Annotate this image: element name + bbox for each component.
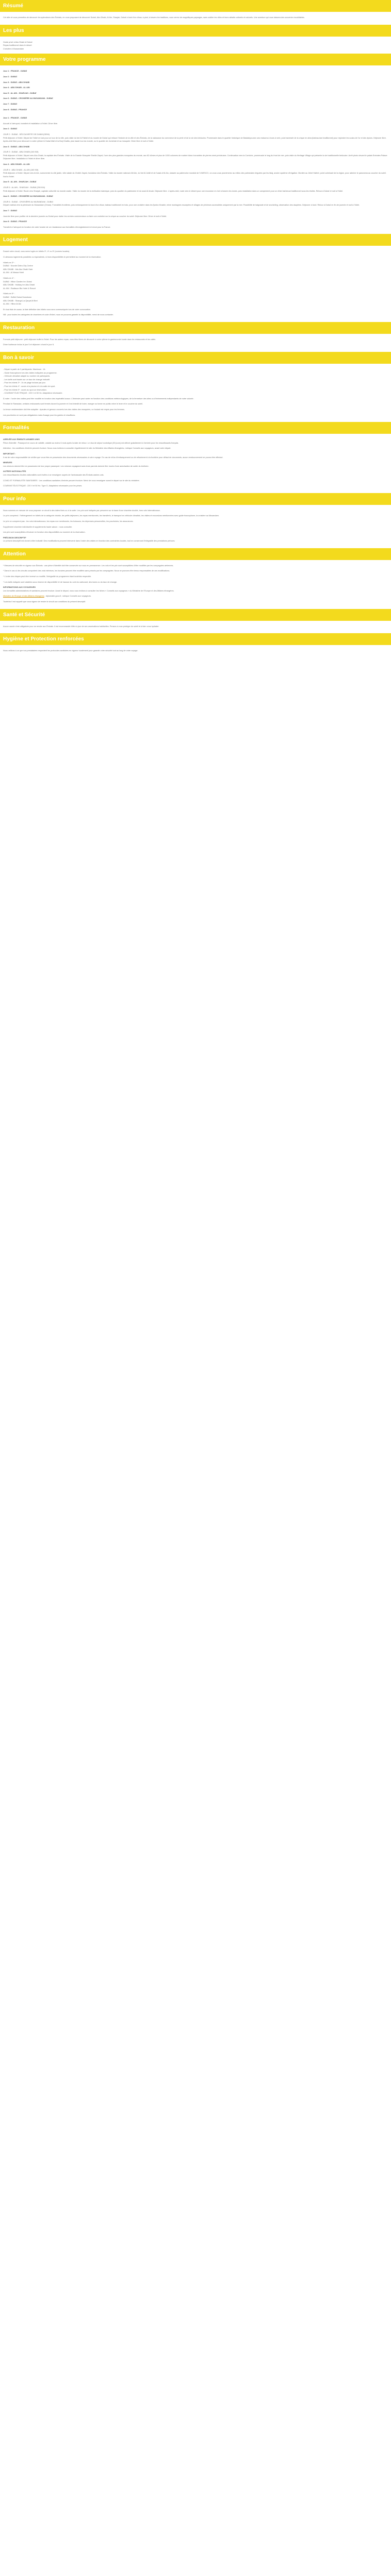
day-title: Jour 5 : AL AIN - SHARJAH - DUBAÏ	[3, 181, 37, 183]
resume-text: Cet aller et vous permettra de découvrir les splendeurs des Émirats, en vous proposant de découvrir Dubaï, Abu Dhabi, Al Ain, Sharjah, Dubaï à bord d'un dhow, à pied, à travers les traditions, vous verrez de magnifiques paysages, sans oublier les villes et leurs attraits culturels et naturels. Une aventure qui vous laissera des souvenirs inoubliables.	[3, 16, 305, 19]
other-nationalities-text: Les ressortissants d'autres nationalités sont invités à se renseigner auprès de l'ambassade des Émirats arabes unis.	[3, 473, 104, 476]
day-list-item: Jour 6 : DUBAÏ - CROISIÈRE AU MUSANDAM - DUBAÏ	[3, 97, 53, 100]
info-paragraph: Les pourboires ne sont pas obligatoires mais d'usage pour les guides et chauffeurs.	[3, 414, 76, 416]
day-title: Jour 6 : DUBAÏ - CROISIÈRE AU MUSANDAM - DUBAÏ	[3, 195, 53, 198]
attention-paragraph: * Dans le cas où les circuits comportent des vols intérieurs, les horaires peuvent être modifiés sans préavis par les compagnies. Nous ne pouvons être tenus responsables de ces modifications.	[3, 570, 170, 572]
day-subtitle: JOUR 4 : ABU DHABI - AL AIN (160 KM)	[3, 168, 39, 171]
logement-intro: Durant votre circuit, vous serez logés en hôtels 3*, 4* ou 5* (normes locales).	[3, 250, 70, 253]
restauration-section	[0, 334, 391, 352]
covid-text: COVID ET FORMALITÉS SANITAIRES : Les conditions sanitaires d'entrée peuvent évoluer. Merci de vous renseigner avant le départ sur le site du ministère.	[3, 479, 140, 482]
prix-line: Supplément chambre individuelle et suppléments haute saison : nous consulter.	[3, 526, 73, 528]
important-title: IMPORTANT :	[3, 452, 16, 455]
hygiene-section	[0, 645, 391, 658]
minors-text: Les mineurs doivent être en possession de leur propre passeport. Les mineurs voyageant sans leurs parents doivent être munis d'une autorisation de sortie du territoire.	[3, 465, 149, 467]
formalites-section	[0, 434, 391, 493]
info-item: - Pour les hôtels 4* : accès à la piscine et à la salle de sport.	[3, 385, 56, 388]
day-list-item: Jour 1 : FRANCE - DUBAÏ	[3, 70, 27, 73]
logement-note2: En tout état de cause, la liste définitive des hôtels vous sera communiquée lors de votre convocation.	[3, 308, 91, 311]
prix-text: Nous sommes en mesure de vous proposer ce circuit à des dates fixes ou à la carte. Les prix sont indiqués par personne sur la base d'une chambre double, hors vols internationaux.	[3, 509, 160, 512]
restauration-text: Formule petit déjeuner : petit déjeuner buffet à l'hôtel. Pour les autres repas, vous êtes libres de découvrir à votre rythme la gastronomie locale dans les restaurants et les cafés.	[3, 338, 156, 341]
info-item: - Pour les hôtels 3* : 1h de plage incluse par jour.	[3, 382, 46, 384]
day-list-item: Jour 5 : AL AIN - SHARJAH - DUBAÏ	[3, 92, 37, 94]
hotel-category-label: Hôtels en 3* :	[3, 261, 15, 264]
section-header-prix: Pour info	[0, 493, 391, 505]
plus-item: Croisière à Mussandam	[3, 47, 24, 50]
formalites-subtitle: AUTRES NATIONALITÉS	[3, 470, 26, 473]
day-subtitle: JOUR 5 : AL AIN - SHARJAH - DUBAÏ (250 KM)	[3, 187, 45, 189]
precision-text: Le présent descriptif est donné à titre indicatif. Des modifications peuvent intervenir dans l'ordre des visites en fonction des contraintes locales, tout en conservant l'intégralité des prestations prévues.	[3, 540, 175, 543]
info-item: - Guide francophone lors des visites indiquées au programme.	[3, 371, 57, 374]
hotel-category-label: Hôtels en 4* :	[3, 277, 15, 279]
bon-a-savoir-section	[0, 364, 391, 422]
prix-line: Les prix sont susceptibles d'évoluer en fonction des disponibilités au moment de la réservation.	[3, 531, 86, 534]
programme-section	[0, 65, 391, 234]
section-header-sante: Santé et Sécurité	[0, 609, 391, 621]
logement-note3: NB : pour toutes les catégories de chambres et code d'hôtel, nous ne pouvons garantir la disponibilité, merci de nous contacter.	[3, 314, 113, 316]
info-paragraph: Pendant le Ramadan, certains restaurants sont fermés durant la journée et il est interdit de boire, manger ou fumer en public entre le lever et le coucher du soleil.	[3, 403, 143, 405]
important-text: Il est de votre responsabilité de vérifier que vous êtes en possession des documents nécessaires à votre voyage. En cas de refus d'embarquement ou de refoulement à la frontière pour défaut de documents, aucun remboursement ne pourra être effectué.	[3, 456, 223, 459]
formalites-text: Attention : les conditions d'entrée peuvent évoluer. Nous vous invitons à consulter régulièrement le site du Ministère des Affaires étrangères, rubrique Conseils aux voyageurs, avant votre départ.	[3, 447, 171, 450]
sante-text: Aucun vaccin n'est obligatoire pour se rendre aux Émirats. Il est recommandé d'être à jour de ses vaccinations habituelles. Pensez à vous protéger du soleil et à bien vous hydrater.	[3, 625, 159, 628]
prix-line: Le prix comprend : l'hébergement en hôtels de la catégorie choisie, les petits déjeuners, les repas mentionnés, les transferts, le transport en véhicule climatisé, les visites et excursions mentionnées avec guide francophone, la croisière au Musandam.	[3, 515, 219, 517]
hotel-line: AL AIN : Radisson Blu Hotel & Resort	[3, 287, 36, 290]
day-list-item: Jour 2 : DUBAÏ	[3, 75, 17, 78]
day-text: Petit déjeuner à l'hôtel. Départ vers Al Ain, surnommée la cité jardin, ville natale du Cheikh Zayed, fondateur des Émirats. Visite du musée national d'Al Ain, du fort Al Jahili et de l'oasis d'Al Ain, classée au patrimoine mondial de l'UNESCO, où vous vous promènerez au milieu des palmeraies irriguées par les falaj, ancien système d'irrigation. Montée au Jebel Hafeet, point culminant de la région, pour admirer le panorama au coucher du soleil. Nuit à l'hôtel.	[3, 172, 386, 178]
plus-item: Guide privé à Abu Dhabi et Dubaï	[3, 41, 32, 43]
ministry-link[interactable]: Ministère de l'Europe et des Affaires étrangères	[3, 595, 44, 598]
attention-section	[0, 560, 391, 609]
formalites-subtitle: MINEURS	[3, 462, 12, 464]
hotel-line: DUBAÏ : Hilton Garden Inn Dubai	[3, 280, 32, 283]
day-list-item: Jour 4 : ABU DHABI - AL AIN	[3, 87, 30, 89]
day-text: Départ matinal vers la péninsule du Musandam (Oman). Formalités frontières, puis embarquement à bord d'un dhow, bateau traditionnel en bois, pour une croisière dans les fjords d'Arabie, entre montagnes escarpées et villages de pêcheurs accessibles uniquement par la mer. Possibilité de baignade et de snorkeling, observation des dauphins. Déjeuner à bord. Retour à Dubaï en fin de journée et nuit à l'hôtel.	[3, 204, 360, 207]
info-paragraph: À noter : l'ordre des visites peut être modifié en fonction des impératifs locaux. L'itinéraire peut varier en fonction des conditions météorologiques, de la fermeture des sites ou d'événements indépendants de notre volonté.	[3, 397, 194, 400]
day-subtitle: JOUR 3 : DUBAÏ - ABU DHABI (160 KM)	[3, 151, 39, 154]
restauration-extra: Dîner barbecue inclus le jour 5 et déjeuner à bord le jour 6.	[3, 344, 54, 346]
day-title: Jour 1 : FRANCE - DUBAÏ	[3, 117, 27, 120]
plus-section	[0, 37, 391, 54]
info-item: - Départ à partir de 2 participants. Maximum : 14.	[3, 368, 46, 371]
plus-item: Repas traditionnel dans le désert	[3, 44, 32, 47]
hotel-line: ABU DHABI : Shangri-La Qaryat Al Beri	[3, 299, 38, 302]
section-header-logement: Logement	[0, 234, 391, 246]
closing-text: COURANT ÉLECTRIQUE : 220 V et 50 Hz. Type G. Adaptateur nécessaire pour les prises.	[3, 485, 83, 487]
day-subtitle: JOUR 6 : DUBAÏ - CROISIÈRE AU MUSANDAM - DUBAÏ	[3, 200, 53, 203]
info-voyageurs-text: Les formalités administratives et sanitaires peuvent évoluer. Avant le départ, nous vous invitons à consulter les fiches « Conseils aux voyageurs » du Ministère de l'Europe et des Affaires étrangères.	[3, 589, 174, 592]
hotel-line: DUBAÏ : Novotel Deira City Centre	[3, 265, 33, 267]
section-header-plus: Les plus	[0, 25, 391, 37]
hotel-line: AL AIN : Hilton Al Ain	[3, 303, 22, 306]
info-item: - Pour les hôtels 5* : accès au spa sur réservation.	[3, 388, 47, 391]
hotel-line: ABU DHABI : Holiday Inn Abu Dhabi	[3, 284, 35, 286]
section-header-resume: Résumé	[0, 0, 391, 12]
attention-note: Toutefois il est rappelé que vous signez de rendre le circuit aux conditions du présent descriptif.	[3, 601, 86, 603]
section-header-bon-a-savoir: Bon à savoir	[0, 352, 391, 364]
day-text: Transfert à l'aéroport en fonction de votre horaire de vol. Assistance aux formalités d'enregistrement et envol pour la France.	[3, 226, 111, 228]
day-title: Jour 2 : DUBAÏ	[3, 128, 17, 130]
day-text: Petit déjeuner à l'hôtel. Départ de l'hôtel en taxi pour un tour de la ville, puis visite du fort Al Fahidi et du musée de Dubaï qui retrace l'histoire de la ville et des Émirats, de la naissance du commerce de la perle et de la vie des bédouins. Promenade dans le quartier historique de Bastakiya avec ses maisons à tours à vent, puis traversée de la crique en abra (bateau-taxi traditionnel) pour rejoindre les souks de l'or et des épices. Déjeuner libre. Après-midi libre pour découvrir à votre rythme le Dubai Mall et la Burj Khalifa, plus haute tour du monde, ou le quartier de Jumeirah et sa mosquée. Dîner libre et nuit à l'hôtel.	[3, 137, 386, 143]
prix-section	[0, 505, 391, 548]
precision-title: PRÉCISION DESCRIPTIF	[3, 536, 26, 539]
day-list-item: Jour 7 : DUBAÏ	[3, 103, 17, 105]
info-voyageurs-title: INFORMATIONS AUX VOYAGEURS	[3, 586, 36, 589]
info-item: - COURANT ÉLECTRIQUE : 220 V et 50 Hz. Adaptateur nécessaire.	[3, 392, 63, 395]
day-list-item: Jour 3 : DUBAÏ - ABU DHABI	[3, 81, 30, 83]
hygiene-text: Nous veillons à ce que nos prestataires respectent les protocoles sanitaires en vigueur localement pour garantir votre sécurité tout au long de votre voyage.	[3, 650, 138, 652]
section-header-attention: Attention	[0, 548, 391, 560]
document	[0, 0, 391, 658]
hotel-line: ABU DHABI : Ibis Abu Dhabi Gate	[3, 268, 33, 270]
day-title: Jour 8 : DUBAÏ - FRANCE	[3, 221, 27, 223]
section-header-formalites: Formalités	[0, 422, 391, 434]
hotel-line: AL AIN : Al Massa Hotel	[3, 272, 24, 274]
day-list-item: Jour 8 : DUBAÏ - FRANCE	[3, 108, 27, 111]
hotel-line: DUBAÏ : Sofitel Dubai Downtown	[3, 296, 32, 298]
info-item: - Véhicule climatisé adapté au nombre de participants.	[3, 375, 51, 378]
day-title: Jour 3 : DUBAÏ - ABU DHABI	[3, 145, 30, 148]
attention-paragraph: * Les tarifs indiqués sont valables sous réserve de disponibilité et de hausse du coût du carburant, des taxes ou du taux de change.	[3, 581, 117, 583]
section-header-restauration: Restauration	[0, 322, 391, 334]
day-subtitle: JOUR 2 : DUBAÏ - DÉCOUVERTE DE DUBAÏ (DEMI)	[3, 133, 50, 135]
day-text: Journée libre pour profiter de la dernière journée au Dubaï pour visiter les centres commerciaux ou faire une croisière sur la crique au coucher du soleil. Déjeuner libre. Dîner et nuit à l'hôtel.	[3, 215, 167, 217]
logement-section	[0, 246, 391, 322]
hotel-category-label: Hôtels en 5* :	[3, 293, 15, 295]
ministry-link-after: : diplomatie.gouv.fr, rubrique Conseils aux voyageurs.	[44, 595, 91, 598]
ministry-line	[3, 595, 388, 598]
day-title: Jour 4 : ABU DHABI - AL AIN	[3, 163, 30, 166]
day-text: Petit déjeuner à l'hôtel. Route vers Sharjah, capitale culturelle du monde arabe. Visite du musée de la civilisation islamique, puis du quartier du patrimoine et du souk Al Arsah. Déjeuner libre. L'après-midi, route vers le désert pour une excursion en 4x4 à travers les dunes, puis installation dans un campement pour un dîner barbecue traditionnel sous les étoiles. Retour à Dubaï et nuit à l'hôtel.	[3, 190, 343, 192]
logement-note: Ci-dessous logements possibles ou équivalents, si leurs disponibilités le permettent au moment de la réservation.	[3, 256, 102, 258]
formalites-subtitle: ARRIVÉE AUX ÉMIRATS ARABES UNIS	[3, 438, 40, 441]
attention-paragraph: * L'ordre des étapes peut être inversé ou modifié, l'intégralité du programme étant toutefois respectée.	[3, 575, 92, 578]
section-header-hygiene: Hygiène et Protection renforcées	[0, 633, 391, 645]
day-text: Petit déjeuner à l'hôtel. Départ vers Abu Dhabi, la capitale des Émirats. Visite de la Grande Mosquée Sheikh Zayed, l'une des plus grandes mosquées du monde, aux 82 dômes et plus de 1000 colonnes de marbre blanc incrustées de pierres semi-précieuses. Continuation vers la Corniche, promenade le long du front de mer, puis visite du Heritage Village qui présente la vie traditionnelle bédouine. Arrêt photo devant le palais Emirates Palace. Déjeuner libre. Installation à l'hôtel et dîner libre.	[3, 154, 388, 160]
resume-section	[0, 12, 391, 25]
formalites-text: Pièce d'identité : Passeport en cours de validité, valable au moins 6 mois après la date de retour. Le visa de séjour touristique (30 jours) est délivré gratuitement à l'arrivée pour les ressortissants français.	[3, 442, 179, 444]
sante-section	[0, 621, 391, 634]
attention-paragraph: * Mesures de sécurité en vigueur aux Émirats : une pièce d'identité doit être conservée sur vous en permanence. Les vols et les prix sont susceptibles d'être modifiés par les compagnies aériennes.	[3, 564, 174, 567]
info-paragraph: La tenue vestimentaire doit être adaptée : épaules et genoux couverts lors des visites des mosquées, un foulard est requis pour les femmes.	[3, 409, 125, 411]
section-header-programme: Votre programme	[0, 54, 391, 65]
day-title: Jour 7 : DUBAÏ	[3, 210, 17, 212]
info-item: - Les tarifs sont basés sur un taux de change indicatif.	[3, 378, 50, 381]
prix-line: Le prix ne comprend pas : les vols internationaux, les repas non mentionnés, les boissons, les dépenses personnelles, les pourboires, les assurances.	[3, 520, 134, 522]
day-text: Accueil à l'aéroport, transfert et installation à l'hôtel. Dîner libre.	[3, 122, 58, 125]
